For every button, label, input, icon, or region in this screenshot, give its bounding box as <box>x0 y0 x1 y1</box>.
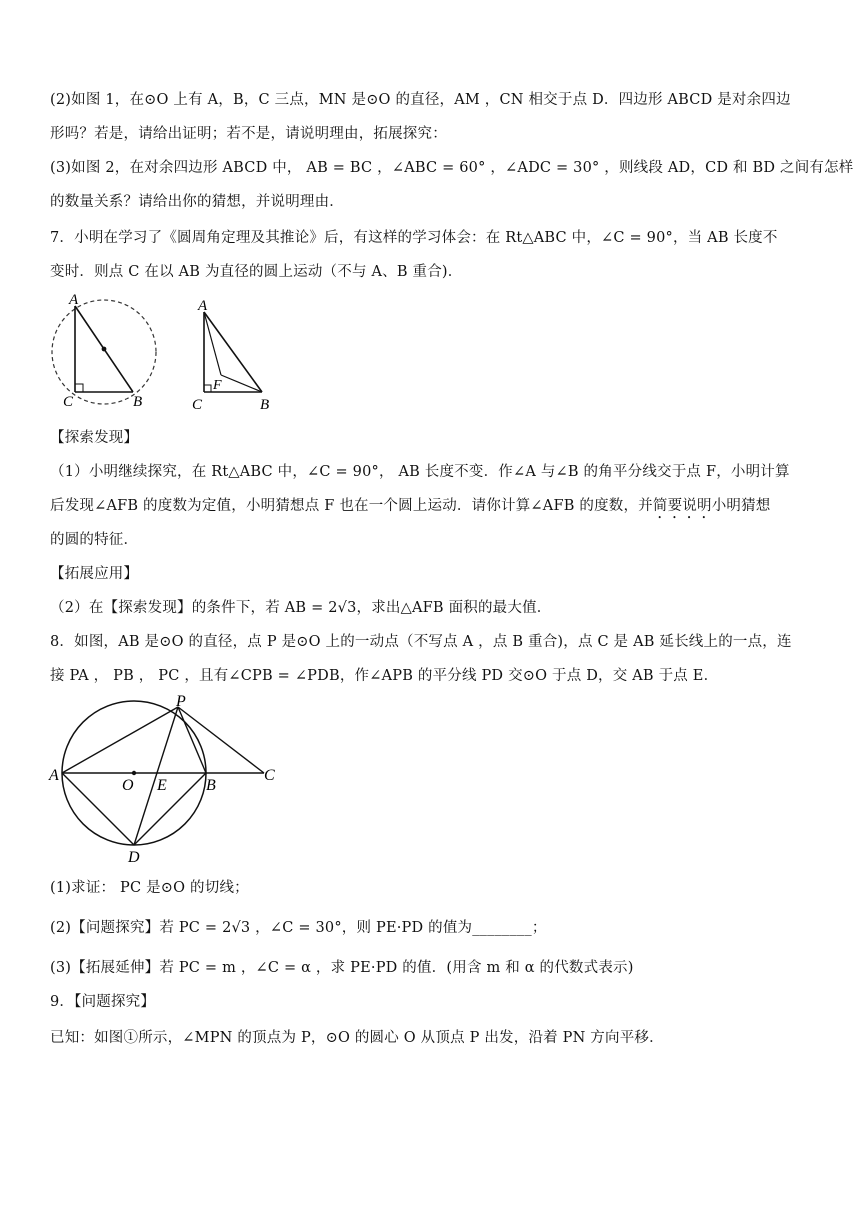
label-B: B <box>206 777 216 794</box>
q9-line1: 已知：如图①所示，∠MPN 的顶点为 P，⊙O 的圆心 O 从顶点 P 出发，沿着 PN 方向平移． <box>50 1030 664 1046</box>
label-A: A <box>49 767 59 784</box>
q7-part1-emphasis: 简要说明 <box>652 498 712 514</box>
q6-part3-line2: 的数量关系？请给出你的猜想，并说明理由． <box>50 194 344 210</box>
q6-part2-line1: (2)如图 1，在⊙O 上有 A，B，C 三点，MN 是⊙O 的直径，AM ，CN 相交于点 D．四边形 ABCD 是对余四边 <box>50 92 791 108</box>
label-C: C <box>63 394 74 410</box>
segment-PC <box>178 707 264 773</box>
center-dot <box>102 347 107 352</box>
label-D: D <box>128 849 140 866</box>
q8-line1: 8．如图，AB 是⊙O 的直径，点 P 是⊙O 上的一动点（不写点 A ，点 B 重合)，点 C 是 AB 延长线上的一点，连 <box>50 634 792 650</box>
q7-section-extend: 【拓展应用】 <box>50 566 139 582</box>
label-O: O <box>122 777 134 794</box>
q7-part1-line2 <box>50 496 820 522</box>
q6-part2-line2: 形吗？若是，请给出证明；若不是，请说明理由，拓展探究： <box>50 126 447 142</box>
q7-section-explore: 【探索发现】 <box>50 430 139 446</box>
q7-figure-triangle-F <box>188 292 288 414</box>
label-C: C <box>264 767 275 784</box>
q8-part3: (3)【拓展延伸】若 PC = m ，∠C = α ，求 PE·PD 的值．(用含 m 和 α 的代数式表示) <box>50 960 634 976</box>
q8-line2: 接 PA ， PB ， PC ，且有∠CPB = ∠PDB，作∠APB 的平分线 PD 交⊙O 于点 D，交 AB 于点 E． <box>50 668 719 684</box>
right-angle-mark <box>204 385 211 392</box>
label-P: P <box>176 694 186 710</box>
q7-part1-line2-b: 小明猜想 <box>711 498 771 514</box>
label-E: E <box>157 777 167 794</box>
label-C: C <box>192 397 203 413</box>
q9-title: 9．【问题探究】 <box>50 994 156 1010</box>
dashed-circle <box>52 300 156 404</box>
q7-part2: （2）在【探索发现】的条件下，若 AB = 2√3，求出△AFB 面积的最大值． <box>50 600 552 616</box>
label-F: F <box>213 378 222 393</box>
center-dot <box>132 771 136 775</box>
q8-figure-circle <box>46 694 282 866</box>
q7-part1-line2-a: 后发现∠AFB 的度数为定值，小明猜想点 F 也在一个圆上运动．请你计算∠AFB 的度数，并 <box>50 498 653 514</box>
q7-line2: 变时．则点 C 在以 AB 为直径的圆上运动（不与 A、B 重合)． <box>50 264 463 280</box>
label-A: A <box>198 298 208 314</box>
q7-part1-line1: （1）小明继续探究，在 Rt△ABC 中，∠C = 90°， AB 长度不变．作∠A 与∠B 的角平分线交于点 F，小明计算 <box>50 464 790 480</box>
right-angle-mark <box>75 384 83 392</box>
label-A: A <box>69 292 79 308</box>
q8-part2: (2)【问题探究】若 PC = 2√3 ，∠C = 30°，则 PE·PD 的值为________； <box>50 920 547 936</box>
q6-part3-line1: (3)如图 2，在对余四边形 ABCD 中， AB = BC ，∠ABC = 60° ，∠ADC = 30° ，则线段 AD，CD 和 BD 之间有怎样 <box>50 160 854 176</box>
q7-figure-circle <box>45 290 165 410</box>
label-B: B <box>260 397 270 413</box>
q8-part1: (1)求证： PC 是⊙O 的切线； <box>50 880 249 896</box>
segment-AF <box>204 312 221 375</box>
label-B: B <box>133 394 143 410</box>
q7-part1-line3: 的圆的特征． <box>50 532 139 548</box>
q7-line1: 7．小明在学习了《圆周角定理及其推论》后，有这样的学习体会：在 Rt△ABC 中，∠C = 90°，当 AB 长度不 <box>50 230 778 246</box>
